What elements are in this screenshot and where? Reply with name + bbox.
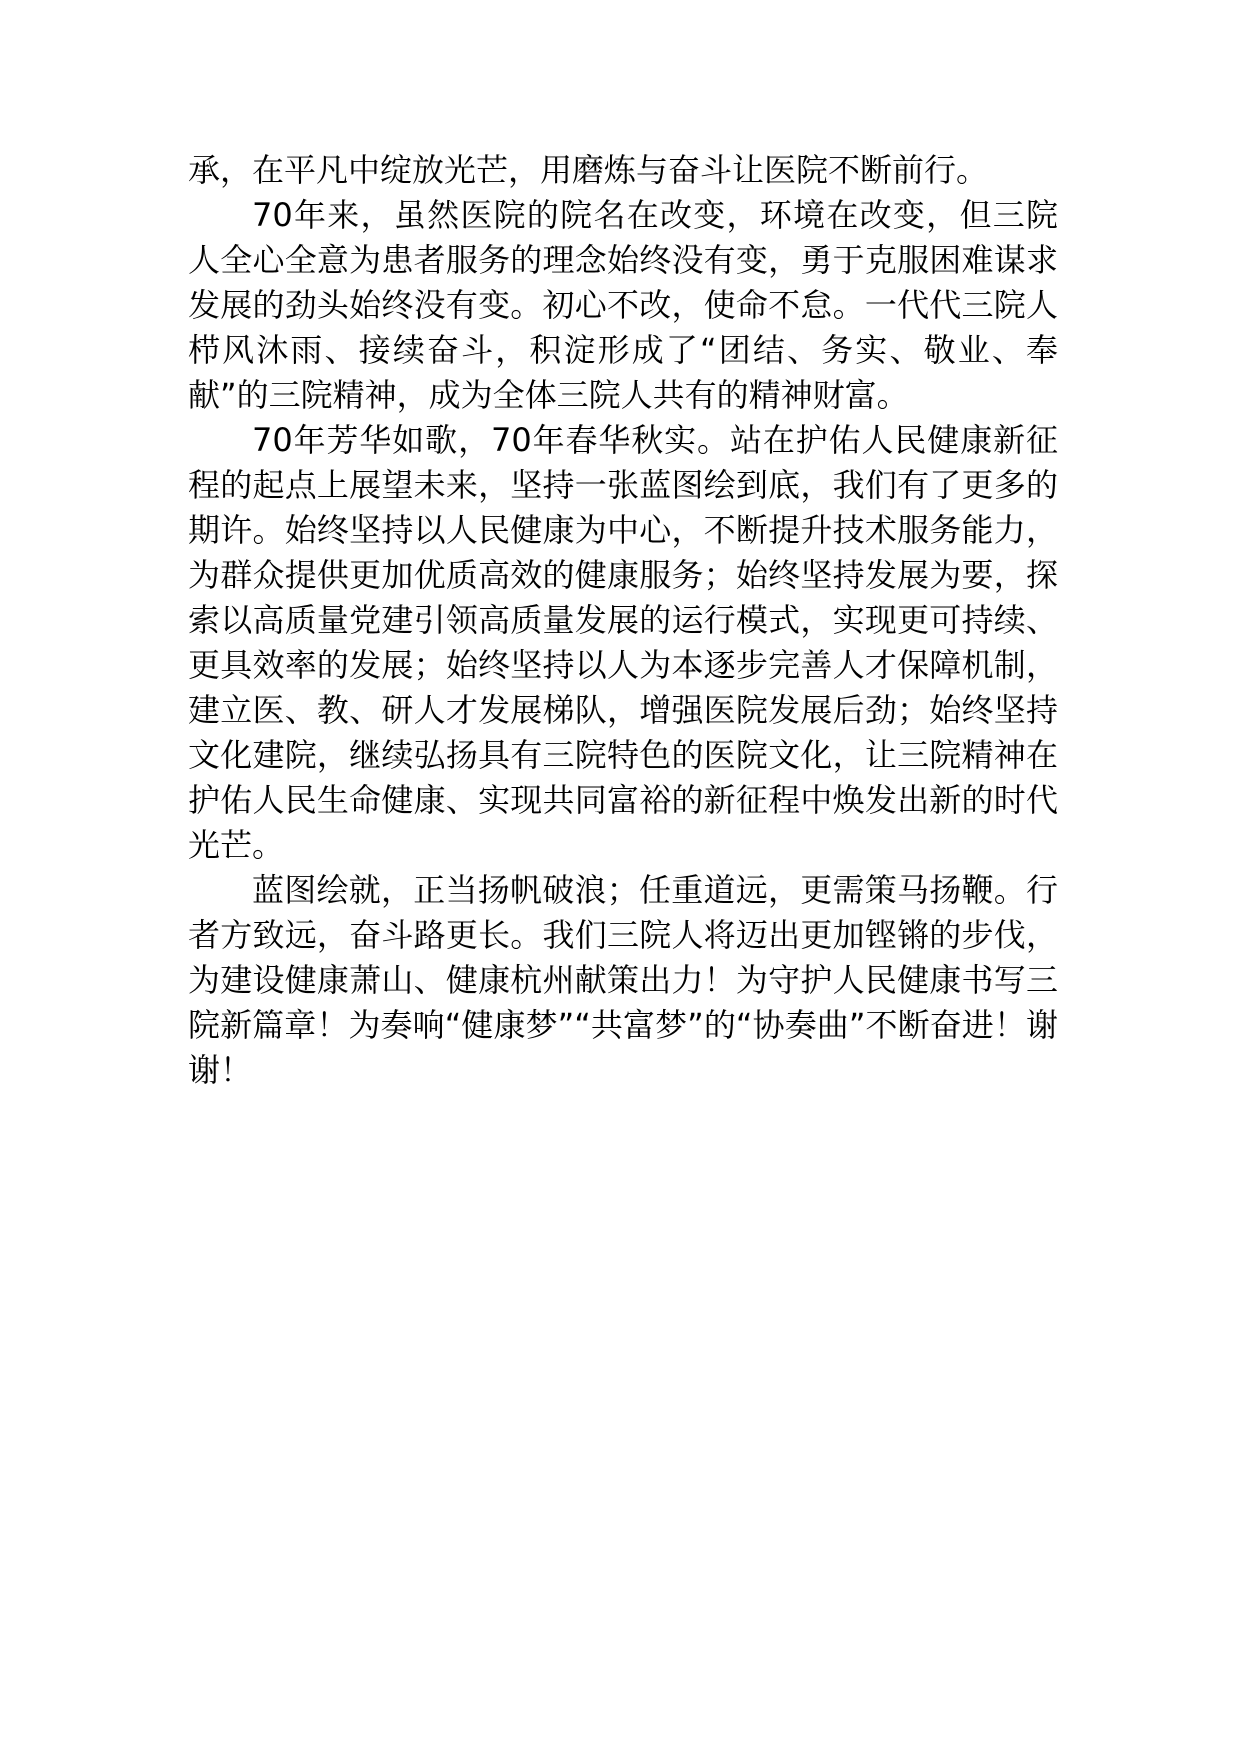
paragraph-future-outlook: 70年芳华如歌，70年春华秋实。站在护佑人民健康新征程的起点上展望未来，坚持一张蓝图绘到底，我们有了更多的期许。始终坚持以人民健康为中心，不断提升技术服务能力，为群众提供更加优质高效的健康服务；始终坚持发展为要，探索以高质量党建引领高质量发展的运行模式，实现更可持续、更具效率的发展；始终坚持以人为本逐步完善人才保障机制，建立医、教、研人才发展梯队，增强医院发展后劲；始终坚持文化建院，继续弘扬具有三院特色的医院文化，让三院精神在护佑人民生命健康、实现共同富裕的新征程中焕发出新的时代光芒。: [188, 421, 1058, 864]
paragraph-seventy-years: 70年来，虽然医院的院名在改变，环境在改变，但三院人全心全意为患者服务的理念始终没有变，勇于克服困难谋求发展的劲头始终没有变。初心不改，使命不怠。一代代三院人栉风沐雨、接续奋斗，积淀形成了“团结、务实、敬业、奉献”的三院精神，成为全体三院人共有的精神财富。: [188, 196, 1058, 414]
document-page: [188, 148, 1058, 1093]
paragraph-closing: 蓝图绘就，正当扬帆破浪；任重道远，更需策马扬鞭。行者方致远，奋斗路更长。我们三院人将迈出更加铿锵的步伐，为建设健康萧山、健康杭州献策出力！为守护人民健康书写三院新篇章！为奏响“健康梦”“共富梦”的“协奏曲”不断奋进！谢谢！: [188, 871, 1058, 1089]
paragraph-continuation: 承，在平凡中绽放光芒，用磨炼与奋斗让医院不断前行。: [188, 151, 989, 189]
